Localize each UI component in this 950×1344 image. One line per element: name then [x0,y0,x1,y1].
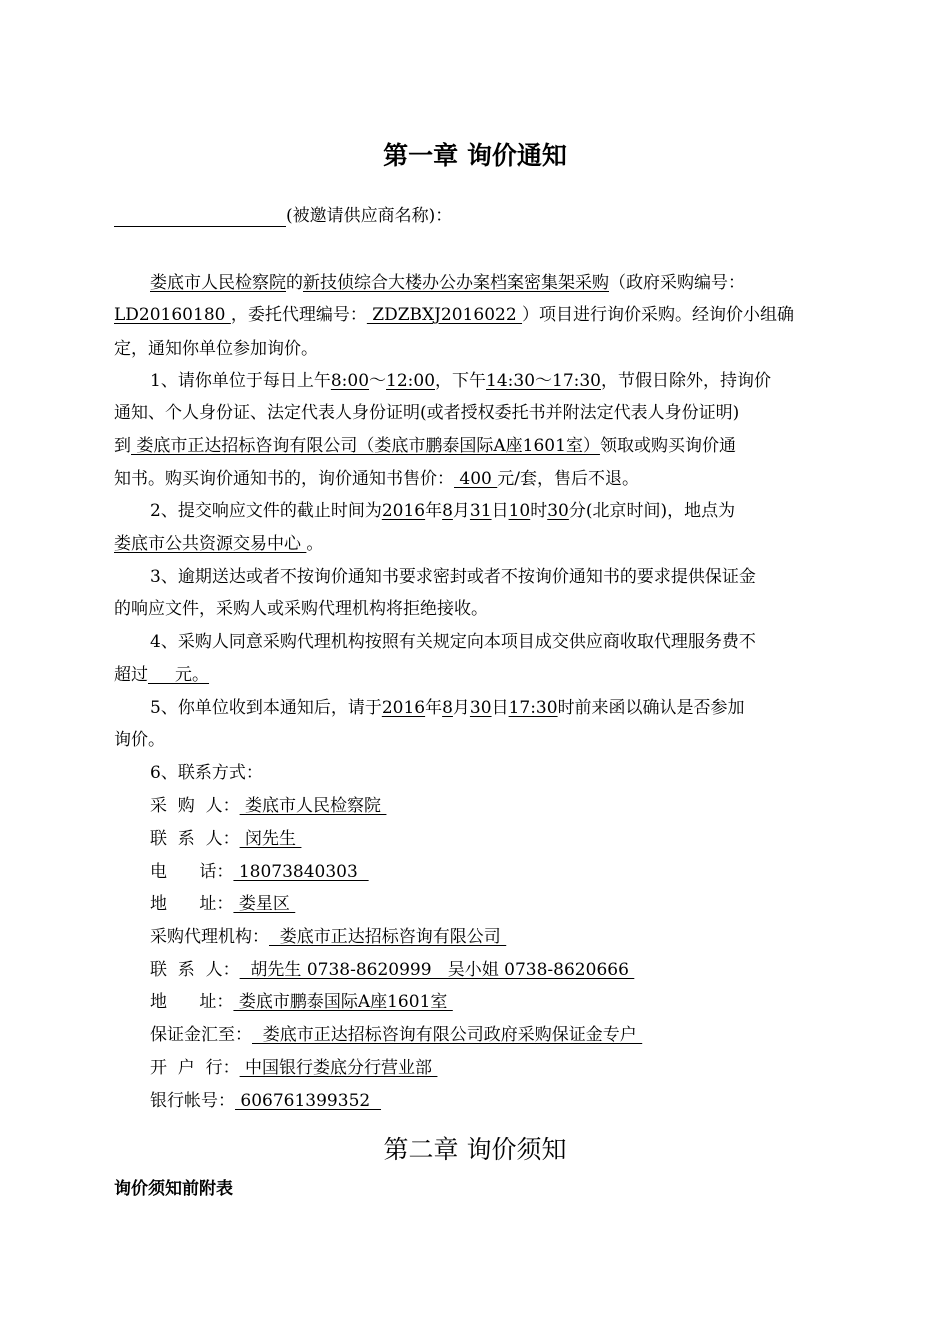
text-ri: 日 [491,501,509,521]
text-shi: 时 [530,501,548,521]
contact-label: 地 址： [150,894,234,914]
contact-value: 娄星区 [233,894,296,914]
invitee-suffix: (被邀请供应商名称)： [286,206,453,226]
item-1-line-1 [150,370,771,392]
item-5-text-a: 5、你单位收到本通知后，请于 [150,698,382,718]
contact-row [150,991,453,1013]
contact-label: 电 话： [150,862,234,882]
item-4-line-1: 4、采购人同意采购代理机构按照有关规定向本项目成交供应商收取代理服务费不 [150,632,756,652]
contact-label: 采购代理机构： [150,927,269,947]
deadline-day: 31 [469,501,492,521]
confirm-year: 2016 [381,698,426,718]
contact-label: 采 购 人： [150,796,240,816]
item-1-line-2: 通知、个人身份证、法定代表人身份证明(或者授权委托书并附法定代表人身份证明) [114,403,740,423]
deadline-month: 8 [442,501,453,521]
contact-value: 中国银行娄底分行营业部 [239,1058,438,1078]
gov-no-label: （政府采购编号： [609,273,745,293]
item-3-line-1: 3、逾期送达或者不按询价通知书要求密封或者不按询价通知书的要求提供保证金 [150,567,756,587]
contact-row [150,861,369,883]
deadline-minute: 30 [547,501,569,521]
text-ri-2: 日 [491,698,509,718]
contact-row [150,795,386,817]
contact-label: 联 系 人： [150,960,240,980]
contact-value: 娄底市正达招标咨询有限公司 [269,927,507,947]
contact-value: 闵先生 [239,829,302,849]
item-3-line-2: 的响应文件，采购人或采购代理机构将拒绝接收。 [114,599,488,619]
confirm-time: 17:30 [508,698,558,718]
chapter-2-title: 第二章 询价须知 [383,1135,567,1164]
item-1-line-4 [114,468,639,490]
agent-no-label: ，委托代理编号： [230,305,367,325]
item-6-title: 6、联系方式： [150,763,263,783]
section-subheading: 询价须知前附表 [114,1179,233,1199]
gov-procurement-no: LD20160180 [114,305,231,325]
contact-row [150,959,634,981]
item-5-line-2: 询价。 [114,730,165,750]
item-1-text-d: 领取或购买询价通 [599,436,736,456]
item-2-end: 。 [306,534,324,554]
intro-rest-1: ）项目进行询价采购。经询价小组确 [522,305,795,325]
submission-place: 娄底市公共资源交易中心 [114,534,307,554]
notice-price: 400 [454,469,498,489]
pickup-place: 娄底市正达招标咨询有限公司（娄底市鹏泰国际A座1601室） [131,436,600,456]
invitee-line [114,205,452,227]
text-yue: 月 [452,501,470,521]
contact-label: 保证金汇至： [150,1025,252,1045]
buyer-name: 娄底市人民检察院 [150,273,286,293]
contact-value: 娄底市鹏泰国际A座1601室 [233,992,453,1012]
contact-value: 606761399352 [235,1091,382,1111]
text-de: 的 [286,273,303,293]
confirm-day: 30 [469,698,492,718]
text-nian: 年 [425,501,443,521]
item-2-text-b: 分(北京时间)，地点为 [568,501,736,521]
contact-label: 地 址： [150,992,234,1012]
item-2-line-1 [150,500,735,522]
contact-row [150,1024,642,1046]
item-1-text-f: 元/套，售后不退。 [497,469,639,489]
item-1-text-e: 知书。购买询价通知书的，询价通知书售价： [114,469,454,489]
intro-line-3: 定，通知你单位参加询价。 [114,339,318,359]
invitee-blank [114,208,286,227]
item-4-text-a: 超过 [114,665,148,685]
am-start: 8:00 [330,371,370,391]
item-1-line-3 [114,435,736,457]
contact-row [150,1057,437,1079]
pm-range: 14:30～17:30 [486,371,601,391]
item-1-text-b: ，下午 [435,371,487,391]
intro-line-1 [150,272,745,294]
intro-line-2 [114,304,794,326]
project-name: 新技侦综合大楼办公办案档案密集架采购 [303,273,609,293]
item-1-text-c: ，节假日除外，持询价 [601,371,771,391]
item-5-line-1 [150,697,745,719]
contact-row [150,893,295,915]
item-5-text-b: 时前来函以确认是否参加 [557,698,745,718]
contact-label: 开 户 行： [150,1058,240,1078]
item-2-text-a: 2、提交响应文件的截止时间为 [150,501,382,521]
contact-row [150,926,506,948]
item-2-line-2 [114,533,323,555]
item-4-line-2 [114,664,209,686]
item-1-text-a: 1、请你单位于每日上午 [150,371,331,391]
am-end: 12:00 [386,371,436,391]
contact-value: 18073840303 [233,862,369,882]
text-nian-2: 年 [425,698,443,718]
agent-no: ZDZBXJ2016022 [366,305,523,325]
contact-label: 银行帐号： [150,1091,235,1111]
text-to: 到 [114,436,131,456]
contact-value: 娄底市人民检察院 [239,796,387,816]
deadline-year: 2016 [381,501,426,521]
service-fee-amount: 元。 [148,665,210,685]
contact-row [150,828,301,850]
confirm-month: 8 [442,698,453,718]
chapter-1-title: 第一章 询价通知 [383,141,567,170]
contact-value: 胡先生 0738-8620999 吴小姐 0738-8620666 [239,960,635,980]
contact-label: 联 系 人： [150,829,240,849]
contact-row [150,1090,381,1112]
text-yue-2: 月 [452,698,470,718]
tilde: ～ [369,371,387,391]
contact-value: 娄底市正达招标咨询有限公司政府采购保证金专户 [252,1025,643,1045]
deadline-hour: 10 [508,501,531,521]
